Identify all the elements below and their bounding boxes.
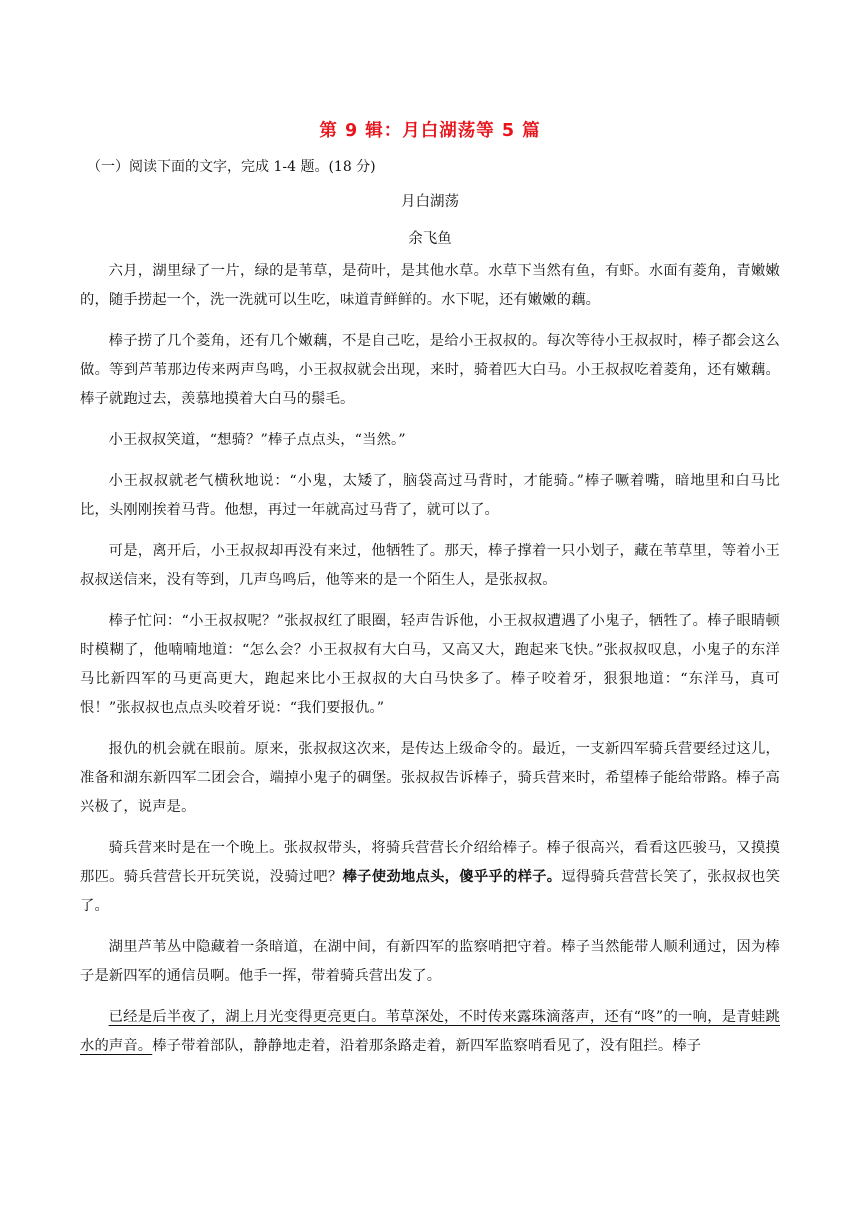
paragraph-with-bold [80,834,780,921]
paragraph: 报仇的机会就在眼前。原来，张叔叔这次来，是传达上级命令的。最近，一支新四军骑兵营要经过这儿，准备和湖东新四军二团会合，端掉小鬼子的碉堡。张叔叔告诉棒子，骑兵营来时，希望棒子能给带路。棒子高兴极了，说声是。 [80,741,780,815]
underlined-sentence: 已经是后半夜了，湖上月光变得更亮更白。苇草深处，不时传来露珠滴落声，还有“咚”的一响，是青蛙跳水的声音。 [80,1009,780,1054]
paragraph: 湖里芦苇丛中隐藏着一条暗道，在湖中间，有新四军的监察哨把守着。棒子当然能带人顺利通过，因为棒子是新四军的通信员啊。他手一挥，带着骑兵营出发了。 [80,939,780,984]
document-title: 第 9 辑：月白湖荡等 5 篇 [319,121,541,141]
bold-highlight-sentence: 棒子使劲地点头，傻乎乎的样子。 [342,869,562,885]
essay-body [80,257,780,1073]
essay-title: 月白湖荡 [401,194,459,210]
paragraph: 可是，离开后，小王叔叔却再没有来过，他牺牲了。那天，棒子撑着一只小划子，藏在苇草里，等着小王叔叔送信来，没有等到，几声鸟鸣后，他等来的是一个陌生人，是张叔叔。 [80,543,780,588]
paragraph: 小王叔叔笑道，“想骑？”棒子点点头，“当然。” [108,432,406,448]
paragraph: 小王叔叔就老气横秋地说：“小鬼，太矮了，脑袋高过马背时，才能骑。”棒子噘着嘴，暗地里和白马比比，头刚刚挨着马背。他想，再过一年就高过马背了，就可以了。 [80,473,780,518]
paragraph-text: 棒子带着部队，静静地走着，沿着那条路走着，新四军监察哨看见了，没有阻拦。棒子 [152,1038,702,1054]
essay-author: 余飞鱼 [408,231,452,247]
paragraph-text: 逗得骑兵营营长笑了，张叔叔也笑了。 [80,869,781,914]
paragraph: 六月，湖里绿了一片，绿的是苇草，是荷叶，是其他水草。水草下当然有鱼，有虾。水面有菱角，青嫩嫩的，随手捞起一个，洗一洗就可以生吃，味道青鲜鲜的。水下呢，还有嫩嫩的藕。 [80,263,780,308]
paragraph-with-underline [80,1003,780,1061]
paragraph: 棒子捞了几个菱角，还有几个嫩藕，不是自己吃，是给小王叔叔的。每次等待小王叔叔时，棒子都会这么做。等到芦苇那边传来两声鸟鸣，小王叔叔就会出现，来时，骑着匹大白马。小王叔叔吃着菱角，还有嫩藕。棒子就跑过去，羡慕地摸着大白马的鬃毛。 [80,333,780,407]
question-instruction: （一）阅读下面的文字，完成 1-4 题。(18 分) [87,159,376,175]
paragraph-text: 骑兵营来时是在一个晚上。张叔叔带头，将骑兵营营长介绍给棒子。棒子很高兴，看看这匹骏马，又摸摸那匹。骑兵营营长开玩笑说，没骑过吧？ [80,840,780,885]
paragraph: 棒子忙问：“小王叔叔呢？”张叔叔红了眼圈，轻声告诉他，小王叔叔遭遇了小鬼子，牺牲了。棒子眼睛顿时模糊了，他喃喃地道：“怎么会？小王叔叔有大白马，又高又大，跑起来飞快。”张叔叔叹息，小鬼子的东洋马比新四军的马更高更大，跑起来比小王叔叔的大白马快多了。棒子咬着牙，狠狠地道：“东洋马，真可恨！”张叔叔也点点头咬着牙说：“我们要报仇。” [80,613,780,716]
